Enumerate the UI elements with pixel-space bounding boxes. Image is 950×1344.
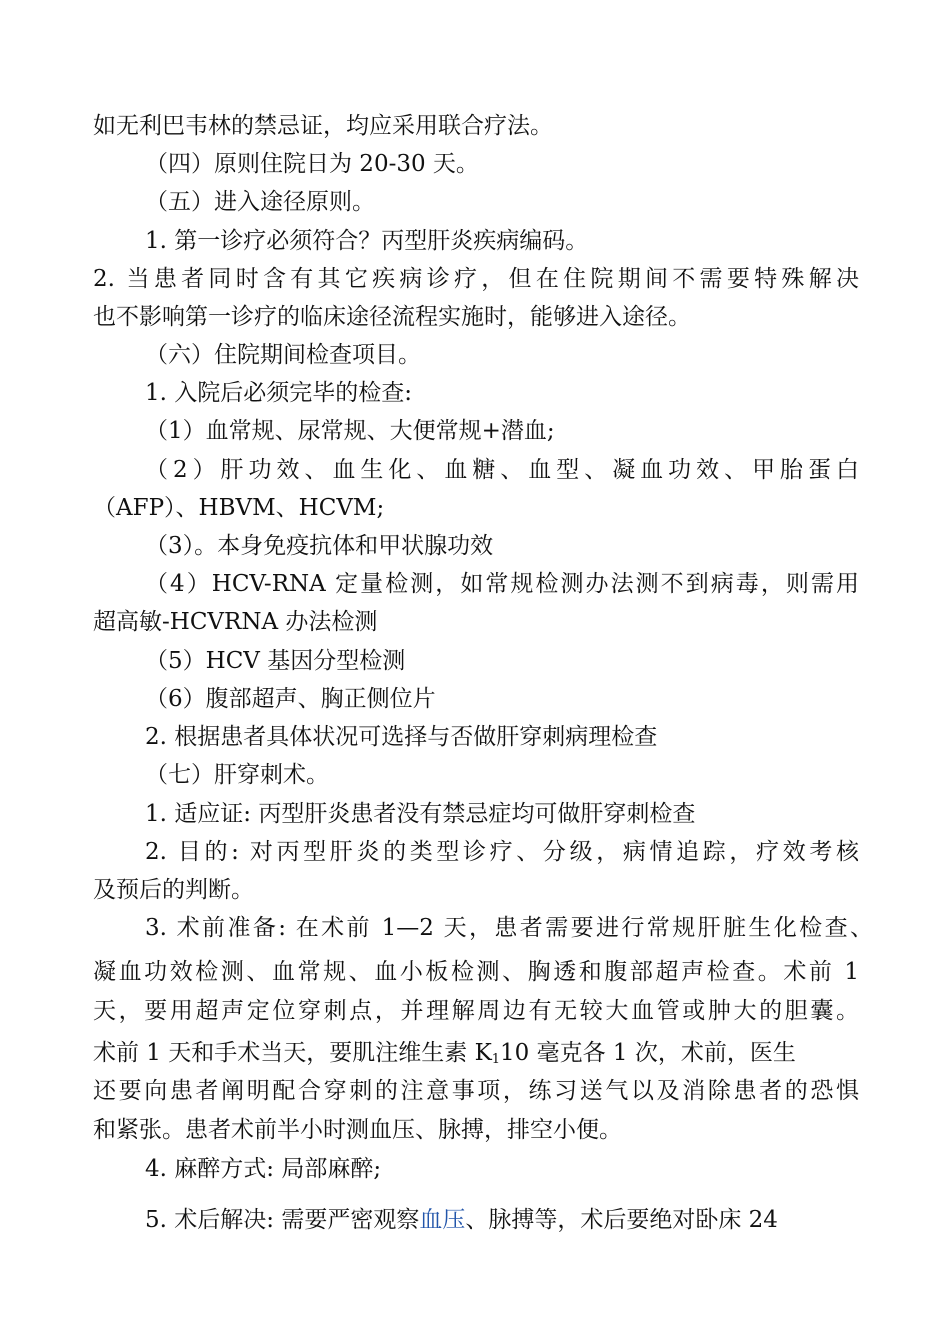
text-run: 5. 术后解决: 需要严密观察 [145, 1207, 420, 1233]
paragraph-line: 2. 根据患者具体状况可选择与否做肝穿刺病理检查 [145, 724, 658, 750]
list-item: （4）HCV-RNA 定量检测，如常规检测办法测不到病毒，则需用 [145, 571, 859, 597]
paragraph-line [145, 1205, 778, 1235]
paragraph-line: （AFP）、HBVM、HCVM; [93, 495, 385, 521]
paragraph-line: 2. 当患者同时含有其它疾病诊疗，但在住院期间不需要特殊解决 [93, 266, 859, 292]
blood-pressure-link[interactable]: 血压 [419, 1207, 466, 1233]
list-item: （6）腹部超声、胸正侧位片 [145, 686, 436, 712]
list-item: （3）。本身免疫抗体和甲状腺功效 [145, 533, 494, 559]
paragraph-line: 1. 入院后必须完毕的检查: [145, 380, 413, 406]
section-heading-5: （五）进入途径原则。 [145, 189, 375, 215]
list-item: （1）血常规、尿常规、大便常规+潜血; [145, 418, 555, 444]
paragraph-line: 也不影响第一诊疗的临床途径流程实施时，能够进入途径。 [93, 304, 691, 330]
paragraph-line [93, 1038, 796, 1075]
subscript: 1 [491, 1052, 501, 1067]
list-item: （2）肝功效、血生化、血糖、血型、凝血功效、甲胎蛋白 [145, 457, 859, 483]
paragraph-line: 1. 第一诊疗必须符合？丙型肝炎疾病编码。 [145, 228, 589, 254]
paragraph-line: 如无利巴韦林的禁忌证，均应采用联合疗法。 [93, 113, 553, 139]
paragraph-line: 和紧张。患者术前半小时测血压、脉搏，排空小便。 [93, 1117, 622, 1143]
text-run: 10 毫克各 1 次，术前，医生 [500, 1040, 796, 1066]
paragraph-line: 及预后的判断。 [93, 877, 254, 903]
paragraph-line: 4. 麻醉方式: 局部麻醉; [145, 1156, 382, 1182]
section-heading-4: （四）原则住院日为 20-30 天。 [145, 151, 479, 177]
paragraph-line: 凝血功效检测、血常规、血小板检测、胸透和腹部超声检查。术前 1 [93, 959, 859, 985]
section-heading-7: （七）肝穿刺术。 [145, 762, 329, 788]
paragraph-line: 还要向患者阐明配合穿刺的注意事项，练习送气以及消除患者的恐惧 [93, 1078, 859, 1104]
text-run: 、脉搏等，术后要绝对卧床 24 [465, 1207, 778, 1233]
list-item: （5）HCV 基因分型检测 [145, 648, 406, 674]
text-run: 术前 1 天和手术当天，要肌注维生素 K [93, 1040, 492, 1066]
paragraph-line: 超高敏-HCVRNA 办法检测 [93, 609, 378, 635]
paragraph-line: 2. 目的: 对丙型肝炎的类型诊疗、分级，病情追踪，疗效考核 [145, 839, 859, 865]
paragraph-line: 天，要用超声定位穿刺点，并理解周边有无较大血管或肿大的胆囊。 [93, 998, 859, 1024]
section-heading-6: （六）住院期间检查项目。 [145, 342, 421, 368]
paragraph-line: 1. 适应证: 丙型肝炎患者没有禁忌症均可做肝穿刺检查 [145, 801, 696, 827]
paragraph-line: 3. 术前准备: 在术前 1—2 天，患者需要进行常规肝脏生化检查、 [145, 915, 873, 941]
